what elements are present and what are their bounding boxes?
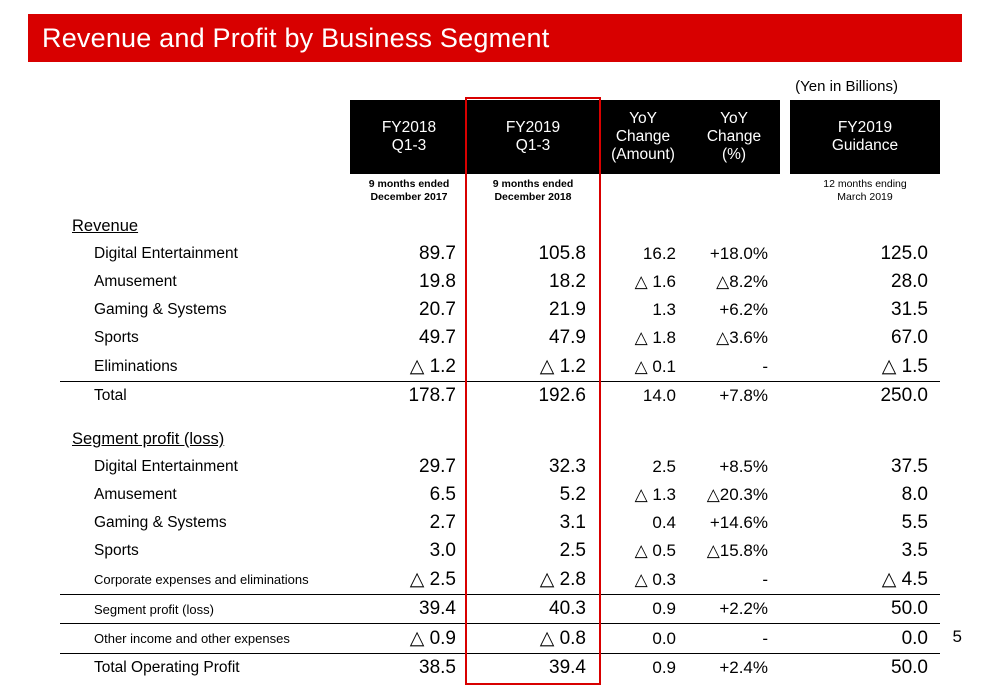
cell-yoy-amount: △ 1.6 <box>634 272 676 291</box>
header-yoy-amount-line2: Change <box>615 127 671 145</box>
segment-profit-total-row <box>60 595 940 624</box>
row-label: Amusement <box>94 486 177 503</box>
cell-fy2019: 2.5 <box>559 540 586 561</box>
row-label: Sports <box>94 329 139 346</box>
row-label: Total Operating Profit <box>94 659 240 676</box>
cell-fy2019: △ 1.2 <box>468 352 598 382</box>
header-yoy-percent-line1: YoY <box>720 109 748 127</box>
cell-guidance: 31.5 <box>891 299 928 320</box>
cell-fy2019: △ 0.8 <box>468 624 598 654</box>
cell-fy2018: 49.7 <box>419 327 456 348</box>
profit-section-title-fill <box>350 424 940 453</box>
cell-guidance: 28.0 <box>891 271 928 292</box>
cell-fy2018: 20.7 <box>419 299 456 320</box>
header-gap <box>780 100 790 174</box>
cell-yoy-amount: △ 1.8 <box>634 328 676 347</box>
row-label: Gaming & Systems <box>94 514 227 531</box>
cell-yoy-amount: △ 1.3 <box>634 485 676 504</box>
header-fy2019-line1: FY2019 <box>505 118 561 136</box>
row-label: Other income and other expenses <box>60 624 350 654</box>
cell-fy2019: 18.2 <box>549 271 586 292</box>
cell-yoy-percent: △20.3% <box>706 485 768 504</box>
cell-yoy-amount: 14.0 <box>642 386 676 405</box>
header-fy2019-line2: Q1-3 <box>515 137 551 154</box>
subheader-fy2018-line2: December 2017 <box>370 191 448 203</box>
cell-fy2018: 3.0 <box>429 540 456 561</box>
profit-section-title-text: Segment profit (loss) <box>72 430 225 448</box>
cell-fy2018: 38.5 <box>419 657 456 678</box>
revenue-section-title <box>60 211 350 240</box>
cell-gap <box>780 481 790 509</box>
subheader-fy2018-line1: 9 months ended <box>368 178 450 191</box>
cell-gap <box>780 654 790 683</box>
cell-yoy-percent: △3.6% <box>716 328 768 347</box>
cell-gap <box>780 565 790 595</box>
row-label: Amusement <box>94 273 177 290</box>
cell-yoy-percent: △8.2% <box>716 272 768 291</box>
profit-section-title-row <box>60 424 940 453</box>
cell-guidance: 0.0 <box>790 624 940 654</box>
cell-yoy-percent: +6.2% <box>719 300 768 319</box>
cell-fy2018: 2.7 <box>429 512 456 533</box>
cell-fy2019: 47.9 <box>549 327 586 348</box>
cell-yoy-percent: - <box>688 352 780 382</box>
cell-fy2019: △ 2.8 <box>468 565 598 595</box>
table-header-row <box>60 100 940 174</box>
cell-guidance: 125.0 <box>880 243 928 264</box>
cell-yoy-percent: +2.4% <box>719 658 768 677</box>
table-row <box>60 268 940 296</box>
page-title: Revenue and Profit by Business Segment <box>42 22 550 53</box>
cell-yoy-amount: 0.0 <box>598 624 688 654</box>
revenue-section-title-text: Revenue <box>72 217 139 235</box>
cell-fy2019: 192.6 <box>538 385 586 406</box>
row-label: Gaming & Systems <box>94 301 227 318</box>
subheader-fy2019-line2: December 2018 <box>494 191 572 203</box>
cell-gap <box>780 595 790 624</box>
subheader-gap <box>780 174 790 211</box>
cell-guidance: 67.0 <box>891 327 928 348</box>
header-guidance-line2: Guidance <box>831 137 899 154</box>
cell-gap <box>780 509 790 537</box>
other-income-row <box>60 624 940 654</box>
table-row <box>60 565 940 595</box>
revenue-section-title-fill <box>350 211 940 240</box>
cell-yoy-amount: △ 0.1 <box>598 352 688 382</box>
header-guidance <box>790 100 940 174</box>
cell-gap <box>780 296 790 324</box>
header-fy2018-line2: Q1-3 <box>391 137 427 154</box>
profit-section-title <box>60 424 350 453</box>
cell-fy2019: 39.4 <box>549 657 586 678</box>
cell-yoy-amount: 2.5 <box>652 457 676 476</box>
cell-gap <box>780 537 790 565</box>
header-yoy-amount-line3: (Amount) <box>611 146 675 164</box>
header-blank <box>60 100 350 174</box>
table-row <box>60 240 940 268</box>
cell-fy2019: 21.9 <box>549 299 586 320</box>
subheader-guidance-line2: March 2019 <box>837 191 893 203</box>
cell-yoy-amount: △ 0.3 <box>598 565 688 595</box>
cell-guidance: 50.0 <box>891 657 928 678</box>
table-row <box>60 352 940 382</box>
subheader-fy2018 <box>350 174 468 211</box>
table-subheader-row <box>60 174 940 211</box>
subheader-yoy-amount <box>598 174 688 211</box>
cell-gap <box>780 624 790 654</box>
cell-fy2019: 32.3 <box>549 456 586 477</box>
row-label: Digital Entertainment <box>94 458 238 475</box>
cell-gap <box>780 352 790 382</box>
cell-fy2018: △ 1.2 <box>350 352 468 382</box>
row-label: Sports <box>94 542 139 559</box>
table-row <box>60 296 940 324</box>
cell-fy2018: △ 0.9 <box>350 624 468 654</box>
cell-gap <box>780 324 790 352</box>
cell-fy2018: 19.8 <box>419 271 456 292</box>
header-yoy-amount <box>598 100 688 174</box>
header-yoy-percent-line3: (%) <box>721 146 747 164</box>
cell-yoy-percent: +7.8% <box>719 386 768 405</box>
header-guidance-line1: FY2019 <box>837 118 893 136</box>
cell-yoy-percent: +2.2% <box>688 595 780 624</box>
cell-fy2018: 178.7 <box>408 385 456 406</box>
cell-guidance: 3.5 <box>901 540 928 561</box>
row-label: Total <box>94 387 127 404</box>
row-label: Segment profit (loss) <box>60 595 350 624</box>
table-row <box>60 537 940 565</box>
table-row <box>60 481 940 509</box>
cell-fy2018: 29.7 <box>419 456 456 477</box>
cell-fy2018: 89.7 <box>419 243 456 264</box>
subheader-yoy-percent <box>688 174 780 211</box>
header-fy2018-line1: FY2018 <box>381 118 437 136</box>
revenue-total-row <box>60 382 940 411</box>
segment-table <box>60 100 940 682</box>
cell-yoy-amount: △ 0.5 <box>634 541 676 560</box>
cell-gap <box>780 240 790 268</box>
row-label: Digital Entertainment <box>94 245 238 262</box>
section-spacer <box>60 410 940 424</box>
cell-yoy-percent: +18.0% <box>709 244 768 263</box>
cell-yoy-percent: - <box>688 565 780 595</box>
cell-fy2018: 39.4 <box>350 595 468 624</box>
subheader-guidance <box>790 174 940 211</box>
cell-yoy-percent: +8.5% <box>719 457 768 476</box>
cell-gap <box>780 268 790 296</box>
cell-guidance: 37.5 <box>891 456 928 477</box>
cell-gap <box>780 382 790 411</box>
cell-fy2018: 6.5 <box>429 484 456 505</box>
page-number: 5 <box>952 627 962 646</box>
header-yoy-amount-line1: YoY <box>629 109 657 127</box>
header-fy2019 <box>468 100 598 174</box>
slide-title-bar <box>28 14 962 62</box>
cell-yoy-percent: - <box>688 624 780 654</box>
cell-gap <box>780 453 790 481</box>
table-row <box>60 509 940 537</box>
segment-table-container <box>60 100 940 682</box>
header-yoy-percent-line2: Change <box>706 127 762 145</box>
header-yoy-percent <box>688 100 780 174</box>
cell-yoy-amount: 16.2 <box>642 244 676 263</box>
operating-profit-row <box>60 654 940 683</box>
subheader-fy2019-line1: 9 months ended <box>492 178 574 191</box>
cell-yoy-percent: △15.8% <box>706 541 768 560</box>
table-row <box>60 324 940 352</box>
cell-yoy-amount: 0.4 <box>652 513 676 532</box>
cell-yoy-percent: +14.6% <box>709 513 768 532</box>
row-label: Corporate expenses and eliminations <box>60 565 350 595</box>
cell-fy2019: 40.3 <box>468 595 598 624</box>
row-label: Eliminations <box>60 352 350 382</box>
cell-guidance: △ 4.5 <box>790 565 940 595</box>
units-note: (Yen in Billions) <box>795 78 898 95</box>
cell-guidance: △ 1.5 <box>790 352 940 382</box>
cell-guidance: 250.0 <box>880 385 928 406</box>
cell-guidance: 8.0 <box>901 484 928 505</box>
cell-guidance: 5.5 <box>901 512 928 533</box>
cell-fy2019: 105.8 <box>538 243 586 264</box>
subheader-fy2019 <box>468 174 598 211</box>
cell-guidance: 50.0 <box>790 595 940 624</box>
cell-yoy-amount: 1.3 <box>652 300 676 319</box>
table-row <box>60 453 940 481</box>
header-fy2018 <box>350 100 468 174</box>
subheader-guidance-line1: 12 months ending <box>823 178 907 191</box>
cell-fy2018: △ 2.5 <box>350 565 468 595</box>
cell-yoy-amount: 0.9 <box>652 658 676 677</box>
cell-fy2019: 3.1 <box>559 512 586 533</box>
cell-yoy-amount: 0.9 <box>598 595 688 624</box>
revenue-section-title-row <box>60 211 940 240</box>
cell-fy2019: 5.2 <box>559 484 586 505</box>
subheader-blank <box>60 174 350 211</box>
